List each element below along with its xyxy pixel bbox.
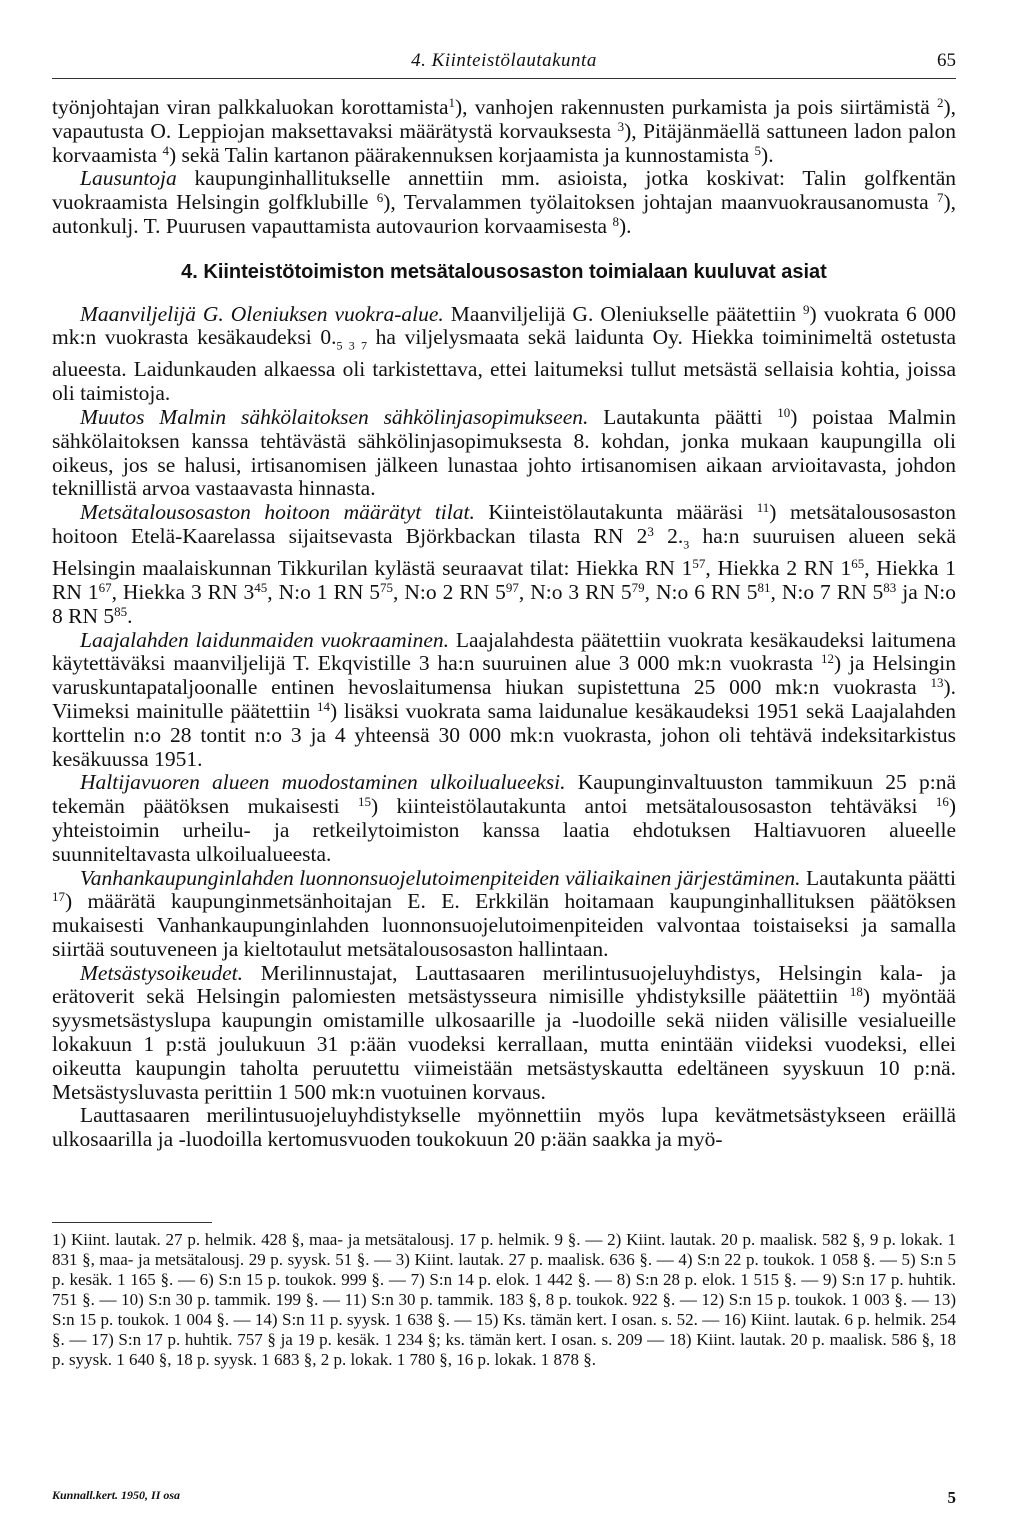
paragraph-10: Lauttasaaren merilintusuojeluyhdistykselle myönnettiin myös lupa kevätmetsästykseen eräillä ulkosaarilla ja -luodoilla kertomusvuoden toukokuun 20 p:ään saakka ja myö-	[52, 1103, 956, 1152]
paragraph-2: Lausuntoja kaupunginhallitukselle annettiin mm. asioista, jotka koskivat: Talin golfkentän vuokraamista Helsingin golfklubille $^6$), Tervalammen työlaitoksen johtajan maanvuokrausanomusta $^7$), autonkulj. T. Puurusen vapauttamista autovaurion korvaamisesta $^8$).	[52, 166, 956, 238]
paragraph-3: Maanviljelijä G. Oleniuksen vuokra-alue. Maanviljelijä G. Oleniukselle päätettiin $^9$) vuokrata 6 000 mk:n vuokrasta kesäkaudeksi $0._{5 3 7}$ ha viljelysmaata sekä laidunta Oy. Hiekka toiminimeltä ostetusta alueesta. Laidunkauden alkaessa oli tarkistettava, ettei laitumeksi tullut metsästä sellaisia kohtia, joissa oli taimistoja.	[52, 301, 956, 406]
page-header	[52, 50, 956, 79]
paragraph-4: Muutos Malmin sähkölaitoksen sähkölinjasopimukseen. Lautakunta päätti $^{10}$) poistaa Malmin sähkölaitoksen kanssa tehtävästä sähkölinjasopimuksesta 8. kohdan, jonka mukaan kaupungilla oli oikeus, jos se halusi, irtisanomisen jälkeen lunastaa johto irtisanomisen aikaan arvioitavasta, johdon teknillistä arvoa vastaavasta hinnasta.	[52, 405, 957, 501]
running-head: 4. Kiinteistölautakunta	[411, 50, 597, 71]
paragraph-8: Vanhankaupunginlahden luonnonsuojelutoimenpiteiden väliaikainen järjestäminen. Lautakunta päätti $^{17}$) määrätä kaupunginmetsänhoitajan E. E. Erkkilän hoitamaan kaupunginhallituksen päätöksen mukaisesti Vanhankaupunginlahden luonnonsuojelutoimenpiteiden valvontaa toistaiseksi ja samalla siirtää soutuveneen ja kieltotaulut metsätalousosaston hallintaan.	[52, 865, 956, 961]
section-heading: 4. Kiinteistötoimiston metsätalousosaston toimialaan kuuluvat asiat	[181, 260, 827, 283]
footnote-text: 1) Kiint. lautak. 27 p. helmik. 428 §, maa- ja metsätalousj. 17 p. helmik. 9 §. — 2) Kiint. lautak. 20 p. maalisk. 582 §, 9 p. lokak. 1 831 §, maa- ja metsätalousj. 29 p. syysk. 51 §. — 3) Kiint. lautak. 27 p. maalisk. 636 §. — 4) S:n 22 p. toukok. 1 058 §. — 5) S:n 5 p. kesäk. 1 165 §. — 6) S:n 15 p. toukok. 999 §. — 7) S:n 14 p. elok. 1 442 §. — 8) S:n 28 p. elok. 1 515 §. — 9) S:n 17 p. huhtik. 751 §. — 10) S:n 30 p. tammik. 199 §. — 11) S:n 30 p. tammik. 183 §, 8 p. toukok. 922 §. — 12) S:n 15 p. toukok. 1 003 §. — 13) S:n 15 p. toukok. 1 004 §. — 14) S:n 11 p. syysk. 1 638 §. — 15) Ks. tämän kert. I osan. s. 52. — 16) Kiint. lautak. 6 p. helmik. 254 §. — 17) S:n 17 p. huhtik. 757 § ja 19 p. kesäk. 1 234 §; ks. tämän kert. I osan. s. 209 — 18) Kiint. lautak. 20 p. maalisk. 586 §, 18 p. syysk. 1 640 §, 18 p. syysk. 1 683 §, 2 p. lokak. 1 780 §, 16 p. lokak. 1 878 §.	[52, 1230, 956, 1369]
publication-label: Kunnall.kert. 1950, II osa	[52, 1488, 181, 1502]
paragraph-6: Laajalahden laidunmaiden vuokraaminen. Laajalahdesta päätettiin vuokrata kesäkaudeksi laitumena käytettäväksi maanviljelijä T. Ekqvistille 3 ha:n suuruinen alue 3 000 mk:n vuokrasta $^{12}$) ja Helsingin varuskuntapataljoonalle entinen hevoslaitumensa hiukan supistettuna 25 000 mk:n vuokrasta $^{13}$). Viimeksi mainitulle päätettiin $^{14}$) lisäksi vuokrata sama laidunalue kesäkaudeksi 1951 sekä Laajalahden korttelin n:o 28 tontit n:o 3 ja 4 yhteensä 30 000 mk:n vuokrasta, johon oli tehtävä indeksitarkistus kesäkuussa 1951.	[52, 627, 956, 771]
paragraph-1: työnjohtajan viran palkkaluokan korottamista$^1$), vanhojen rakennusten purkamista ja pois siirtämistä $^2$), vapautusta O. Leppiojan maksettavaksi määrätystä korvauksesta $^3$), Pitäjänmäellä sattuneen ladon palon korvaamista $^4$) sekä Talin kartanon päärakennuksen korjaamista ja kunnostamista $^5$).	[52, 95, 956, 167]
signature-mark: 5	[947, 1488, 956, 1507]
body-text	[52, 96, 956, 1152]
footnotes	[52, 1230, 956, 1370]
paragraph-7: Haltijavuoren alueen muodostaminen ulkoilualueeksi. Kaupunginvaltuuston tammikuun 25 p:nä tekemän päätöksen mukaisesti $^{15}$) kiinteistölautakunta antoi metsätalousosaston tehtäväksi $^{16}$) yhteistoimin urheilu- ja retkeilytoimiston kanssa laatia ehdotuksen Haltiavuoren alueelle suunniteltavasta ulkoilualueesta.	[52, 770, 957, 866]
footnote-divider	[52, 1222, 212, 1223]
paragraph-5: Metsätalousosaston hoitoon määrätyt tilat. Kiinteistölautakunta määräsi $^{11}$) metsätalousosaston hoitoon Etelä-Kaarelassa sijaitsevasta Björkbackan tilasta RN $2^3$ $2._3$ ha:n suuruisen alueen sekä Helsingin maalaiskunnan Tikkurilan kylästä seuraavat tilat: Hiekka RN $1^{57}$, Hiekka 2 RN $1^{65}$, Hiekka 1 RN $1^{67}$, Hiekka 3 RN $3^{45}$, N:o 1 RN $5^{75}$, N:o 2 RN $5^{97}$, N:o 3 RN $5^{79}$, N:o 6 RN $5^{81}$, N:o 7 RN $5^{83}$ ja N:o 8 RN $5^{85}$.	[52, 500, 957, 628]
page-number: 65	[937, 50, 956, 71]
page-footer	[52, 1488, 956, 1508]
paragraph-9: Metsästysoikeudet. Merilinnustajat, Lauttasaaren merilintusuojeluyhdistys, Helsingin kala- ja erätoverit sekä Helsingin palomiesten metsästysseura nimisille yhdistyksille päätettiin $^{18}$) myöntää syysmetsästyslupa kaupungin omistamille ulkosaarille ja -luodoille sekä niiden välisille vesialueille lokakuun 1 p:stä joulukuun 31 p:ään vuodeksi kerrallaan, mutta enintään viideksi vuodeksi, ellei oikeutta kaupungin taholta peruutettu viimeistään metsästyskautta edeltäneen syyskuun 10 p:nä. Metsästysluvasta perittiin 1 500 mk:n vuotuinen korvaus.	[52, 960, 956, 1104]
